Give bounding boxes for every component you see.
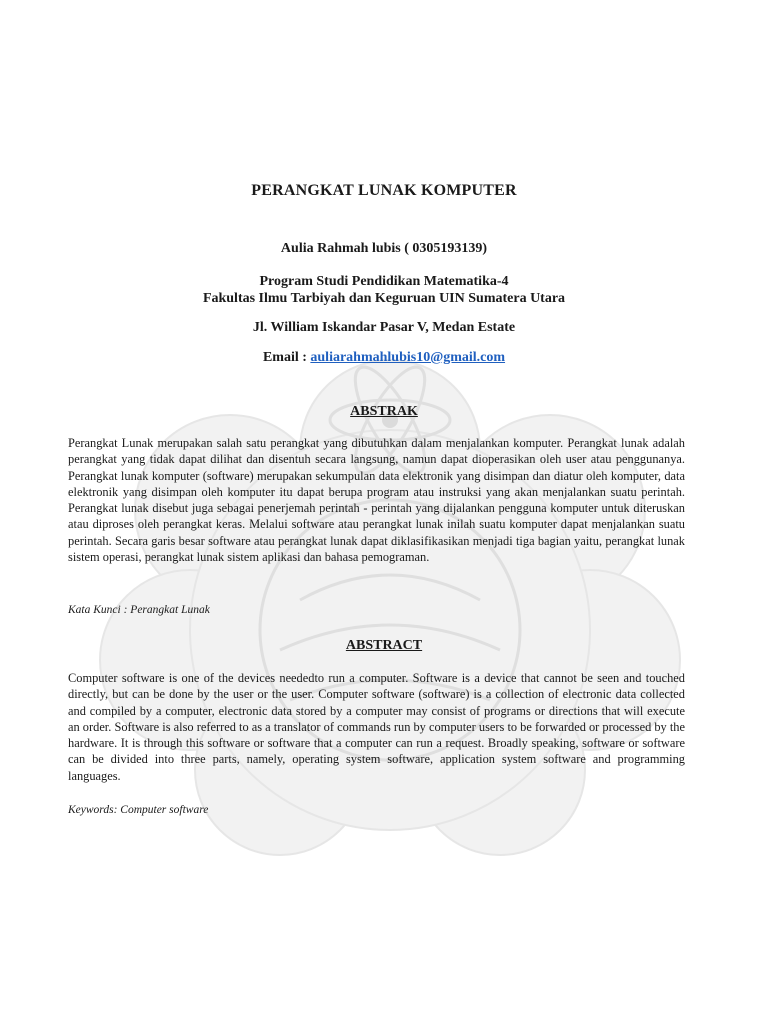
program-line: Program Studi Pendidikan Matematika-4 <box>259 274 509 289</box>
faculty-line: Fakultas Ilmu Tarbiyah dan Keguruan UIN Sumatera Utara <box>202 291 566 306</box>
email-label: Email : <box>262 350 307 365</box>
keywords: Keywords: Computer software <box>68 804 209 816</box>
abstract-paragraph: Computer software is one of the devices neededto run a computer. Software is a device that cannot be seen and touched directly, but can be done by the user or the user. Computer software (software) is a collection of electronic data collected and compiled by a computer, electronic data stored by a computer may consist of programs or directions that will execute an order. Software is also referred to as a translator of commands run by computer users to be forwarded or processed by the hardware. It is through this software or software that a computer can run a request. Broadly speaking, software or software can be divided into three parts, namely, operating system software, application system software and programming languages. <box>68 671 685 783</box>
email-line <box>0 349 768 366</box>
abstract-heading: ABSTRACT <box>345 638 423 653</box>
abstrak-paragraph: Perangkat Lunak merupakan salah satu perangkat yang dibutuhkan dalam menjalankan komputer. Perangkat lunak adalah perangkat yang tidak dapat dilihat dan disentuh secara langsung, namun dapat dioperasikan oleh user atau penggunanya. Perangkat lunak komputer (software) merupakan sekumpulan data elektronik yang disimpan dan diatur oleh komputer, data elektronik yang disimpan oleh komputer itu dapat berupa program atau instruksi yang akan menjalankan suatu perintah. Perangkat lunak disebut juga sebagai penerjemah perintah - perintah yang dijalankan pengguna komputer untuk diteruskan atau diproses oleh perangkat keras. Melalui software atau perangkat lunak inilah suatu komputer dapat menjalankan suatu perintah. Secara garis besar software atau perangkat lunak dapat diklasifikasikan menjadi tiga bagian yaitu, perangkat lunak sistem operasi, perangkat lunak sistem aplikasi dan bahasa pemograman. <box>68 436 685 565</box>
kata-kunci: Kata Kunci : Perangkat Lunak <box>68 604 210 616</box>
address-line: Jl. William Iskandar Pasar V, Medan Estate <box>252 320 516 335</box>
author-line: Aulia Rahmah lubis ( 0305193139) <box>280 241 488 256</box>
abstrak-heading: ABSTRAK <box>350 404 418 419</box>
email-link[interactable]: auliarahmahlubis10@gmail.com <box>310 350 506 365</box>
paper-title: PERANGKAT LUNAK KOMPUTER <box>251 182 517 199</box>
